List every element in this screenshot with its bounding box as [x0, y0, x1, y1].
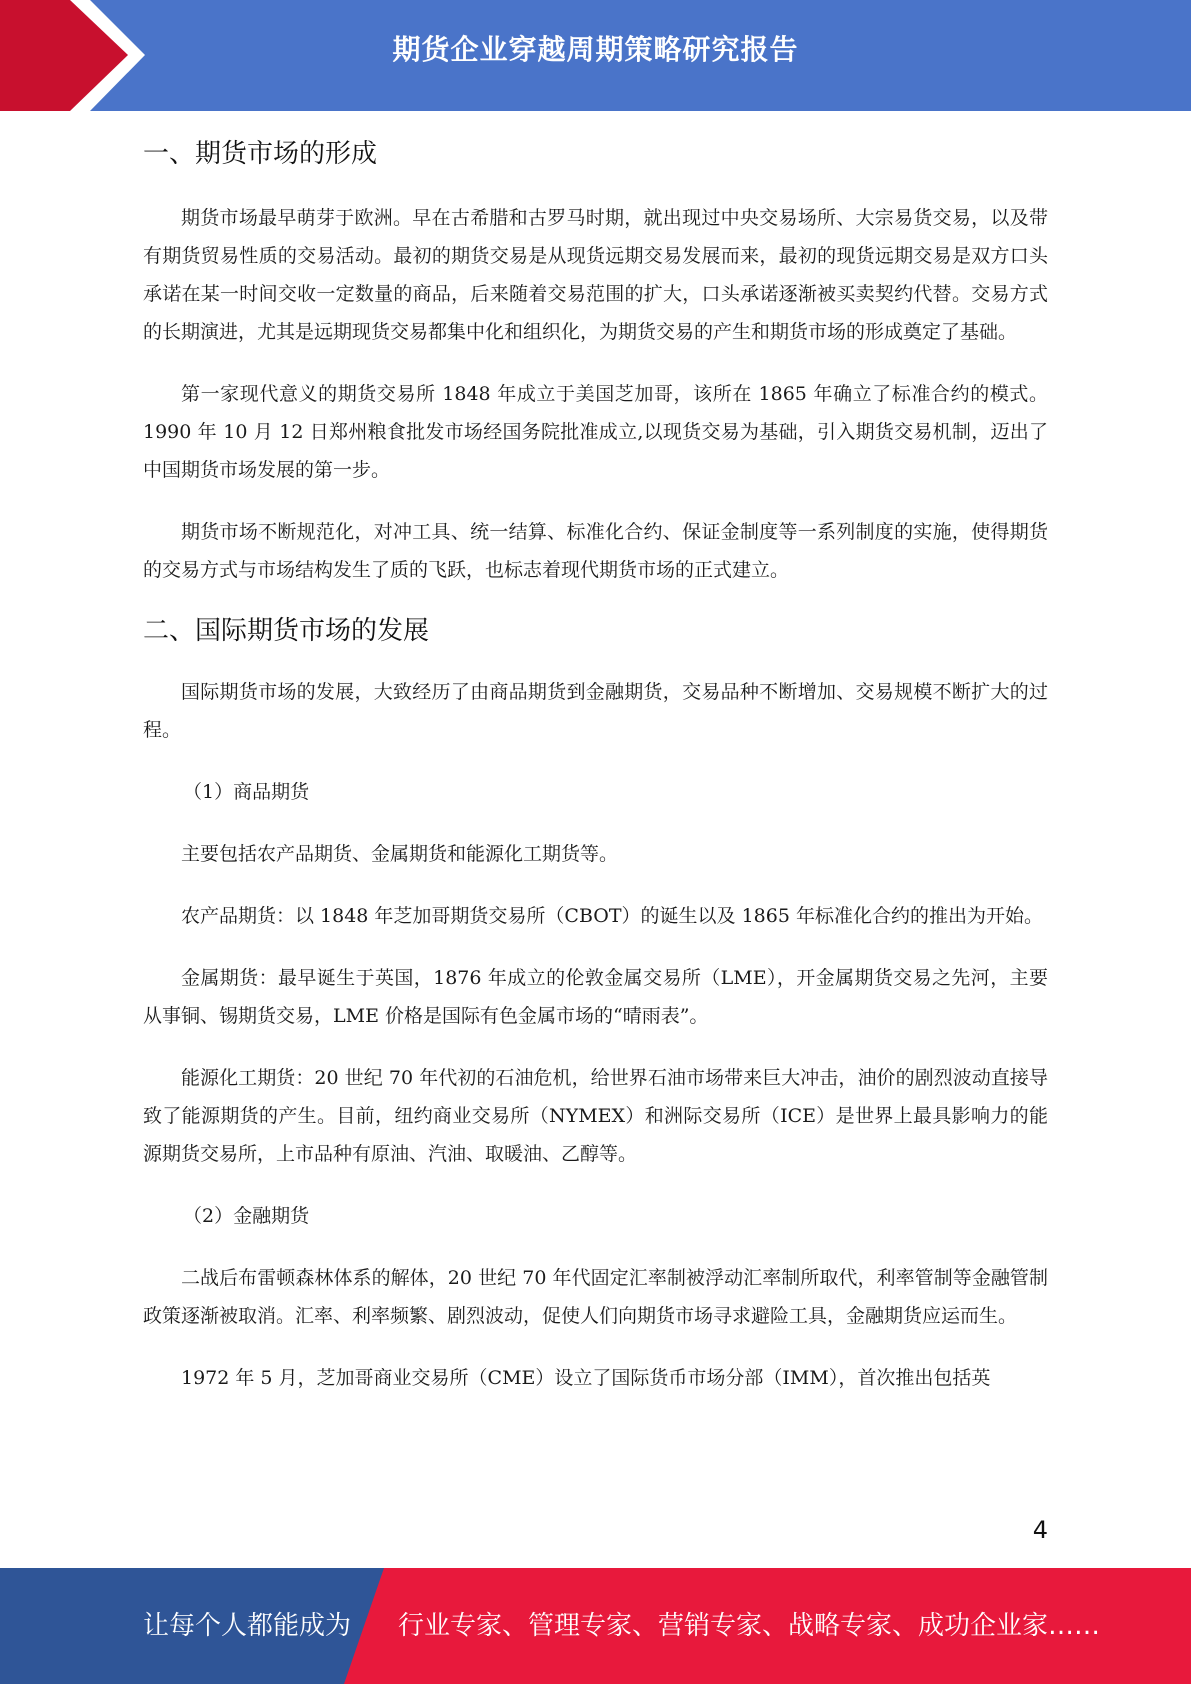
section-heading: 一、期货市场的形成: [143, 139, 378, 169]
paragraph: 农产品期货：以 1848 年芝加哥期货交易所（CBOT）的诞生以及 1865 年标准化合约的推出为开始。: [181, 905, 1043, 927]
paragraph: 期货市场不断规范化，对冲工具、统一结算、标准化合约、保证金制度等一系列制度的实施，使得期货的交易方式与市场结构发生了质的飞跃，也标志着现代期货市场的正式建立。: [143, 521, 1048, 581]
page-header: [0, 0, 1191, 111]
footer-slogan-left: 让每个人都能成为: [143, 1611, 352, 1641]
paragraph: 金属期货：最早诞生于英国，1876 年成立的伦敦金属交易所（LME），开金属期货交易之先河，主要从事铜、锡期货交易，LME 价格是国际有色金属市场的“晴雨表”。: [143, 967, 1048, 1027]
page-footer: [0, 1568, 1191, 1684]
section-heading: 二、国际期货市场的发展: [143, 616, 430, 646]
paragraph: 1972 年 5 月，芝加哥商业交易所（CME）设立了国际货币市场分部（IMM），首次推出包括英: [181, 1367, 991, 1389]
subsection-label: （1）商品期货: [183, 781, 310, 803]
paragraph: 能源化工期货：20 世纪 70 年代初的石油危机，给世界石油市场带来巨大冲击，油价的剧烈波动直接导致了能源期货的产生。目前，纽约商业交易所（NYMEX）和洲际交易所（ICE）是世界上最具影响力的能源期货交易所，上市品种有原油、汽油、取暖油、乙醇等。: [143, 1067, 1048, 1165]
footer-slogan-right: 行业专家、管理专家、营销专家、战略专家、成功企业家……: [398, 1611, 1101, 1641]
report-title: 期货企业穿越周期策略研究报告: [392, 33, 799, 66]
paragraph: 期货市场最早萌芽于欧洲。早在古希腊和古罗马时期，就出现过中央交易场所、大宗易货交易，以及带有期货贸易性质的交易活动。最初的期货交易是从现货远期交易发展而来，最初的现货远期交易是双方口头承诺在某一时间交收一定数量的商品，后来随着交易范围的扩大，口头承诺逐渐被买卖契约代替。交易方式的长期演进，尤其是远期现货交易都集中化和组织化，为期货交易的产生和期货市场的形成奠定了基础。: [143, 207, 1048, 343]
paragraph: 第一家现代意义的期货交易所 1848 年成立于美国芝加哥，该所在 1865 年确立了标准合约的模式。1990 年 10 月 12 日郑州粮食批发市场经国务院批准成立,以现货交易为基础，引入期货交易机制，迈出了中国期货市场发展的第一步。: [143, 383, 1048, 481]
page-content: [143, 128, 1048, 1397]
subsection-label: （2）金融期货: [183, 1205, 310, 1227]
paragraph: 二战后布雷顿森林体系的解体，20 世纪 70 年代固定汇率制被浮动汇率制所取代，利率管制等金融管制政策逐渐被取消。汇率、利率频繁、剧烈波动，促使人们向期货市场寻求避险工具，金融期货应运而生。: [143, 1267, 1048, 1327]
paragraph: 主要包括农产品期货、金属期货和能源化工期货等。: [181, 843, 619, 865]
page-number: 4: [1032, 1516, 1048, 1544]
paragraph: 国际期货市场的发展，大致经历了由商品期货到金融期货，交易品种不断增加、交易规模不断扩大的过程。: [143, 681, 1048, 741]
